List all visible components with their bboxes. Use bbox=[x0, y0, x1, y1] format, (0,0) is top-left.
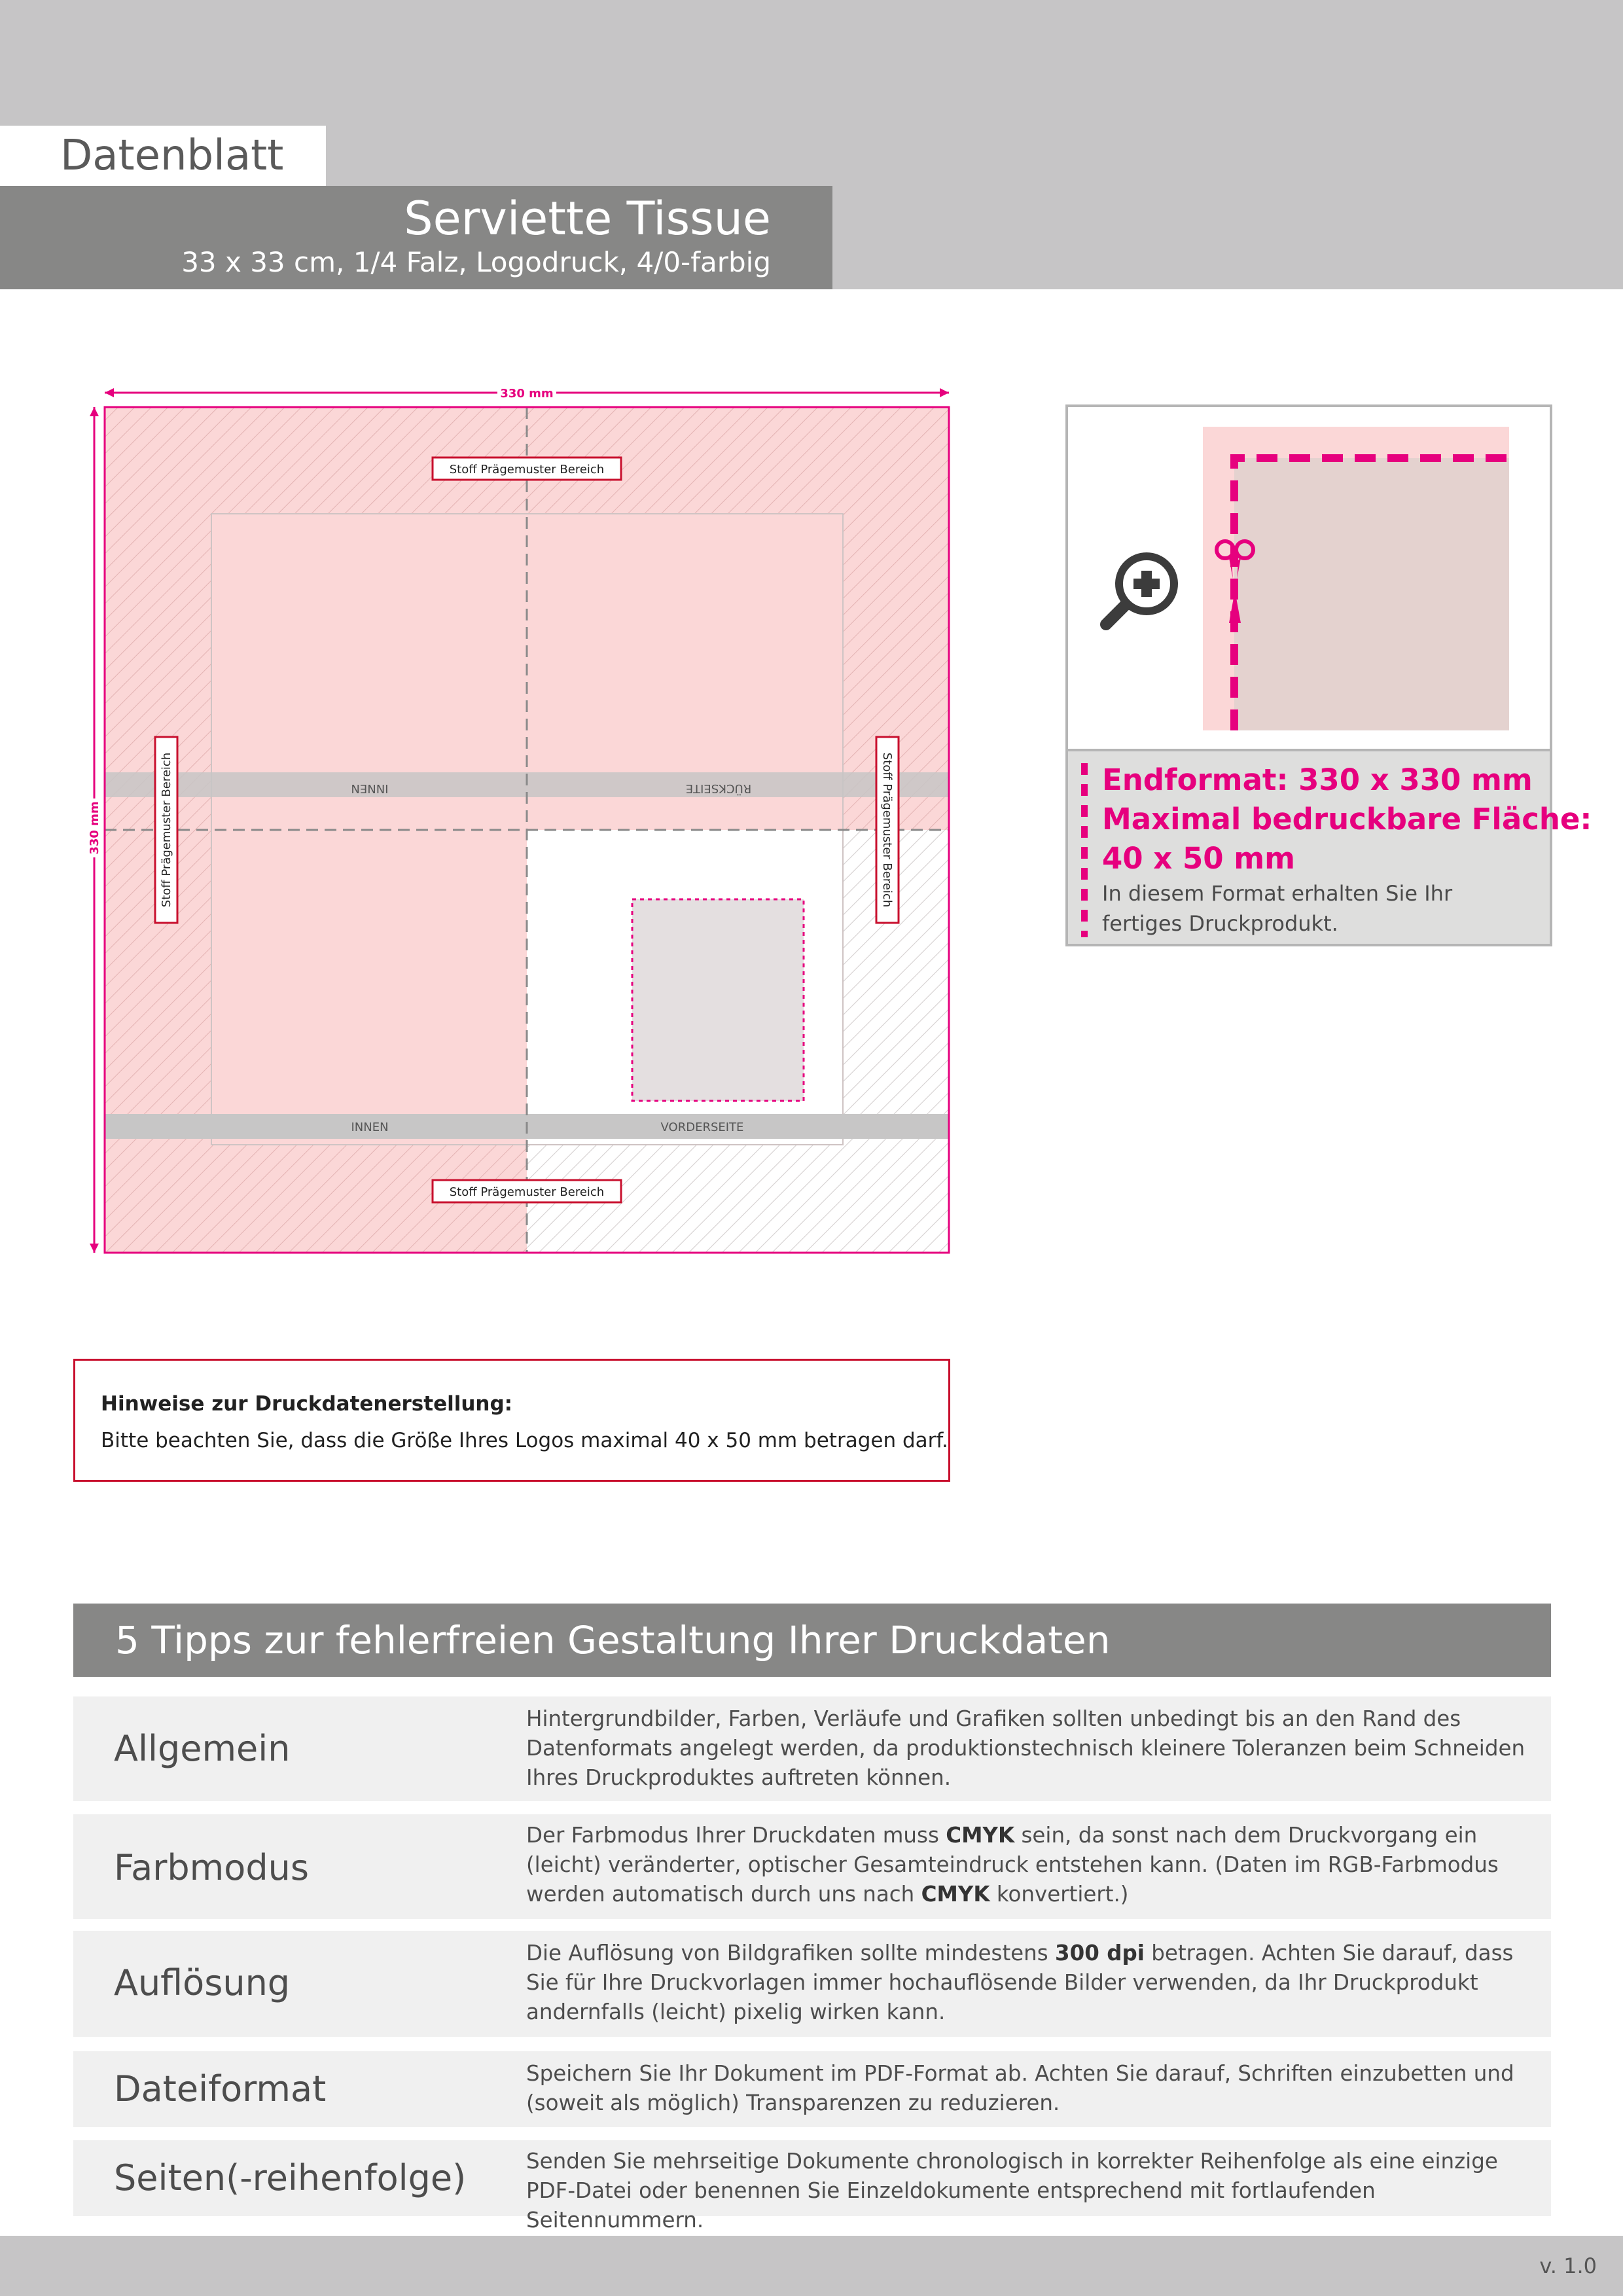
emboss-label-top: Stoff Prägemuster Bereich bbox=[449, 463, 605, 476]
print-data-notes-box bbox=[73, 1359, 950, 1482]
tip-row-resolution bbox=[73, 1931, 1551, 2037]
tips-title: 5 Tipps zur fehlerfreien Gestaltung Ihrer Druckdaten bbox=[115, 1618, 1111, 1662]
tip-text-part: Der Farbmodus Ihrer Druckdaten muss bbox=[526, 1823, 946, 1848]
tip-text: Senden Sie mehrseitige Dokumente chronologisch in korrekter Reihenfolge als eine einzige PDF-Datei oder benennen Sie Einzeldokumente entsprechend mit fortlaufenden Seitennummern. bbox=[526, 2149, 1498, 2233]
tip-text: Hintergrundbilder, Farben, Verläufe und Grafiken sollten unbedingt bis an den Rand des Datenformats angelegt werden, da produktionstechnisch kleinere Toleranzen beim Schneiden Ihres Druckproduktes auftreten können. bbox=[526, 1706, 1525, 1790]
panel-label-inner-bottom: INNEN bbox=[351, 1121, 389, 1134]
width-arrow-right bbox=[940, 388, 949, 397]
zoom-detail-graphic bbox=[1068, 407, 1550, 751]
tip-text-bold: 300 dpi bbox=[1055, 1941, 1145, 1965]
zoom-format-area bbox=[1234, 458, 1509, 730]
emboss-label-right: Stoff Prägemuster Bereich bbox=[880, 752, 894, 908]
tip-text-part: konvertiert.) bbox=[990, 1882, 1129, 1907]
zoom-detail-panel bbox=[1065, 404, 1552, 751]
tip-label: Allgemein bbox=[114, 1728, 291, 1769]
endformat-label: Endformat: 330 x 330 mm bbox=[1102, 762, 1533, 797]
height-label: 330 mm bbox=[88, 801, 101, 855]
tip-row-general bbox=[73, 1696, 1551, 1801]
height-arrow-top bbox=[90, 407, 99, 416]
zoom-in-icon bbox=[1106, 556, 1174, 624]
tip-label: Farbmodus bbox=[114, 1847, 309, 1888]
tip-text bbox=[526, 1939, 1534, 2027]
version-label: v. 1.0 bbox=[1539, 2253, 1597, 2278]
product-title: Serviette Tissue bbox=[404, 192, 771, 245]
tip-text-bold: CMYK bbox=[921, 1882, 990, 1907]
notes-text: Bitte beachten Sie, dass die Größe Ihres Logos maximal 40 x 50 mm betragen darf. bbox=[101, 1429, 948, 1452]
product-subtitle: 33 x 33 cm, 1/4 Falz, Logodruck, 4/0-farbig bbox=[181, 246, 771, 278]
tip-label: Dateiformat bbox=[114, 2068, 327, 2109]
tip-row-page-order bbox=[73, 2140, 1551, 2233]
format-dash-marker bbox=[1081, 763, 1088, 937]
tip-text-part: Die Auflösung von Bildgrafiken sollte mindestens bbox=[526, 1941, 1056, 1965]
napkin-layout-diagram bbox=[79, 380, 955, 1257]
notes-title: Hinweise zur Druckdatenerstellung: bbox=[101, 1392, 513, 1416]
tip-label: Seiten(-reihenfolge) bbox=[114, 2157, 467, 2198]
tip-text-part: sein, da sonst nach dem Druckvorgang ein (leicht) veränderter, optischer Gesamteindruck entstehen kann. (Daten im RGB-Farbmodus werden automatisch durch uns nach bbox=[526, 1823, 1499, 1907]
max-print-area-label: Maximal bedruckbare Fläche: bbox=[1102, 802, 1592, 836]
footer-band bbox=[0, 2236, 1623, 2296]
height-arrow-bottom bbox=[90, 1244, 99, 1253]
doc-label: Datenblatt bbox=[60, 132, 284, 180]
format-note: In diesem Format erhalten Sie Ihr fertiges Druckprodukt. bbox=[1102, 881, 1453, 936]
emboss-label-bottom: Stoff Prägemuster Bereich bbox=[449, 1185, 605, 1199]
logo-print-area bbox=[632, 899, 804, 1101]
max-print-area-value: 40 x 50 mm bbox=[1102, 841, 1296, 876]
tip-text bbox=[526, 1821, 1534, 1909]
tip-text: Speichern Sie Ihr Dokument im PDF-Format ab. Achten Sie darauf, Schriften einzubetten und (soweit als möglich) Transparenzen zu reduzieren. bbox=[526, 2061, 1514, 2115]
width-label: 330 mm bbox=[500, 387, 554, 401]
emboss-label-left: Stoff Prägemuster Bereich bbox=[160, 752, 173, 908]
panel-label-back: RÜCKSEITE bbox=[685, 781, 752, 795]
tip-label: Auflösung bbox=[114, 1962, 291, 2003]
panel-label-front: VORDERSEITE bbox=[660, 1121, 744, 1134]
tip-text-bold: CMYK bbox=[946, 1823, 1015, 1848]
tip-row-file-format bbox=[73, 2051, 1551, 2127]
width-arrow-left bbox=[105, 388, 114, 397]
tip-row-color-mode bbox=[73, 1814, 1551, 1919]
tip-text-part: betragen. Achten Sie darauf, dass Sie für Ihre Druckvorlagen immer hochauflösende Bilder verwenden, da Ihr Druckprodukt andernfalls (leicht) pixelig wirken kann. bbox=[526, 1941, 1514, 2024]
panel-label-inner-top: INNEN bbox=[351, 781, 389, 795]
